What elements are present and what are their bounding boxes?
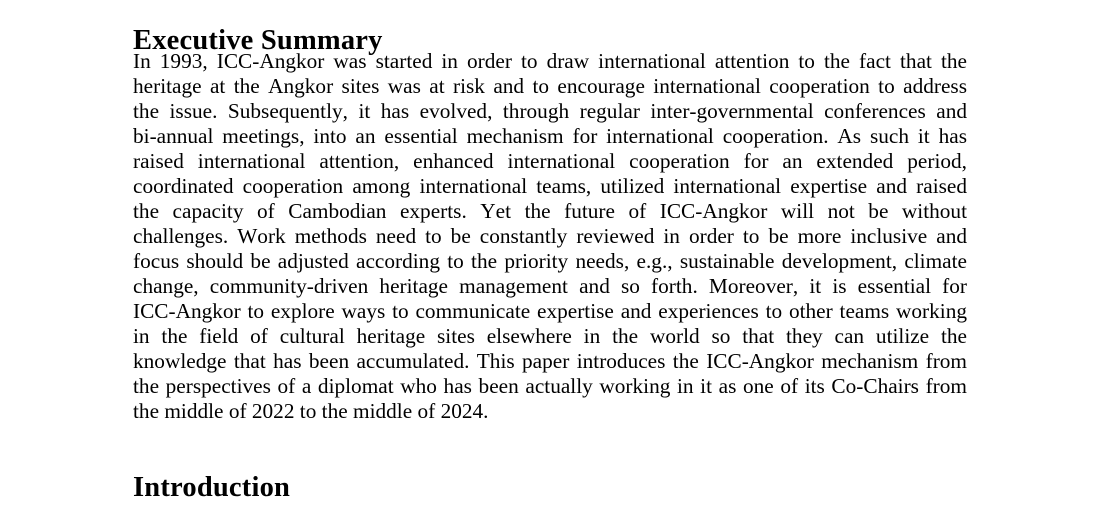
paragraph-line: the capacity of Cambodian experts. Yet the future of ICC-Angkor will not be without xyxy=(133,199,967,223)
paragraph-line: heritage at the Angkor sites was at risk and to encourage international cooperation to address xyxy=(133,74,967,98)
executive-summary-paragraph xyxy=(133,49,967,424)
paragraph-line: ICC-Angkor to explore ways to communicate expertise and experiences to other teams working xyxy=(133,299,967,323)
paragraph-line: change, community-driven heritage management and so forth. Moreover, it is essential for xyxy=(133,274,967,298)
paragraph-line: the perspectives of a diplomat who has been actually working in it as one of its Co-Chairs from xyxy=(133,374,967,398)
paragraph-line: the middle of 2022 to the middle of 2024. xyxy=(133,399,489,423)
paragraph-line: focus should be adjusted according to the priority needs, e.g., sustainable development, climate xyxy=(133,249,967,273)
paragraph-line: In 1993, ICC-Angkor was started in order to draw international attention to the fact that the xyxy=(133,49,967,73)
paragraph-line: raised international attention, enhanced international cooperation for an extended period, xyxy=(133,149,967,173)
paragraph-line: bi-annual meetings, into an essential mechanism for international cooperation. As such it has xyxy=(133,124,967,148)
paragraph-line: the issue. Subsequently, it has evolved, through regular inter-governmental conferences and xyxy=(133,99,967,123)
paragraph-line: knowledge that has been accumulated. This paper introduces the ICC-Angkor mechanism from xyxy=(133,349,967,373)
paragraph-line: coordinated cooperation among international teams, utilized international expertise and raised xyxy=(133,174,967,198)
introduction-heading: Introduction xyxy=(133,472,291,504)
paragraph-line: in the field of cultural heritage sites elsewhere in the world so that they can utilize the xyxy=(133,324,967,348)
paragraph-line: challenges. Work methods need to be constantly reviewed in order to be more inclusive and xyxy=(133,224,967,248)
executive-summary-heading: Executive Summary xyxy=(133,25,383,57)
